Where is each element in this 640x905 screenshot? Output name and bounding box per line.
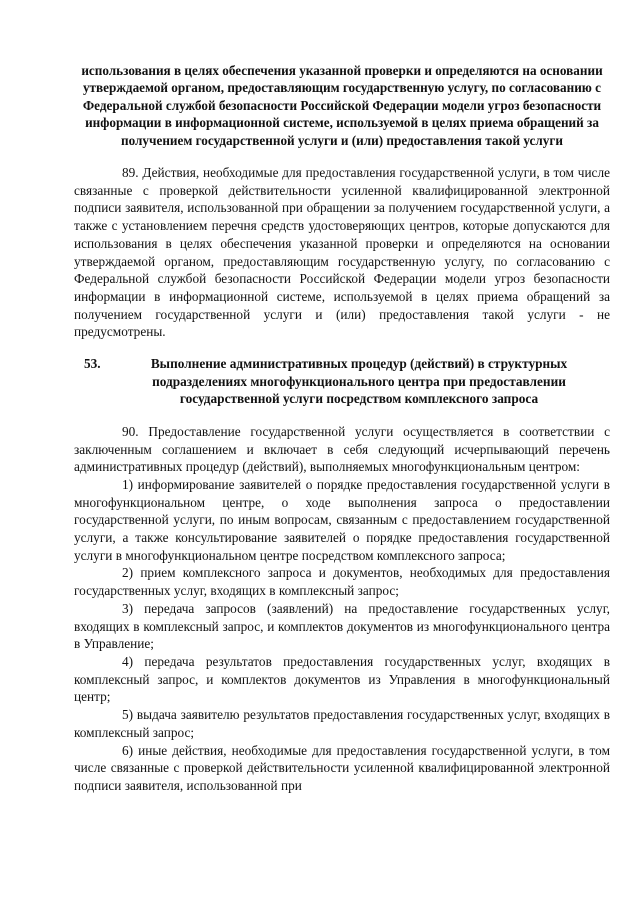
top-heading-continuation: использования в целях обеспечения указанной проверки и определяются на основании утверждаемой органом, предоставляющим государственную услугу, по согласованию с Федеральной службой безопасности Российской Федерации модели угроз безопасности информации в информационной системе, используемой в целях приема обращений за получением государственной услуги и (или) предоставления такой услуги — [81, 63, 603, 148]
list-item-5: 5) выдача заявителю результатов предоставления государственных услуг, входящих в комплексный запрос; — [74, 707, 610, 740]
section-53-heading — [74, 355, 610, 408]
paragraph-89: 89. Действия, необходимые для предоставления государственной услуги, в том числе связанные с проверкой действительности усиленной квалифицированной электронной подписи заявителя, использованной при обращении за получением государственной услуги, а также с установлением перечня средств удостоверяющих центров, которые допускаются для использования в целях обеспечения указанной проверки и определяются на основании утверждаемой органом, предоставляющим государственную услугу, по согласованию с Федеральной службой безопасности Российской Федерации модели угроз безопасности информации в информационной системе, используемой в целях приема обращений за получением государственной услуги и (или) предоставления такой услуги - не предусмотрены. — [74, 165, 610, 340]
list-item-3: 3) передача запросов (заявлений) на предоставление государственных услуг, входящих в комплексный запрос, и комплектов документов из многофункционального центра в Управление; — [74, 600, 610, 652]
section-title: Выполнение административных процедур (действий) в структурных подразделениях многофункционального центра при предоставлении государственной услуги посредством комплексного запроса — [150, 356, 568, 407]
document-page — [74, 62, 610, 795]
list-item-2: 2) прием комплексного запроса и документов, необходимых для предоставления государственных услуг, входящих в комплексный запрос; — [74, 565, 610, 599]
section-number: 53. — [84, 356, 101, 372]
list-item-4: 4) передача результатов предоставления государственных услуг, входящих в комплексный запрос, и комплектов документов из Управления в многофункциональный центр; — [74, 653, 610, 705]
list-item-1: 1) информирование заявителей о порядке предоставления государственной услуги в многофункциональном центре, о ходе выполнения запроса о предоставлении государственной услуги, по иным вопросам, связанным с предоставлением государственной услуги, а также консультирование заявителей о порядке предоставления государственной услуги в многофункциональном центре посредством комплексного запроса; — [74, 476, 610, 563]
list-item-6: 6) иные действия, необходимые для предоставления государственной услуги, в том числе связанные с проверкой действительности усиленной квалифицированной электронной подписи заявителя, использованной при — [74, 742, 610, 793]
paragraph-90: 90. Предоставление государственной услуги осуществляется в соответствии с заключенным соглашением и включает в себя следующий исчерпывающий перечень административных процедур (действий), выполняемых многофункциональным центром: — [74, 423, 610, 475]
